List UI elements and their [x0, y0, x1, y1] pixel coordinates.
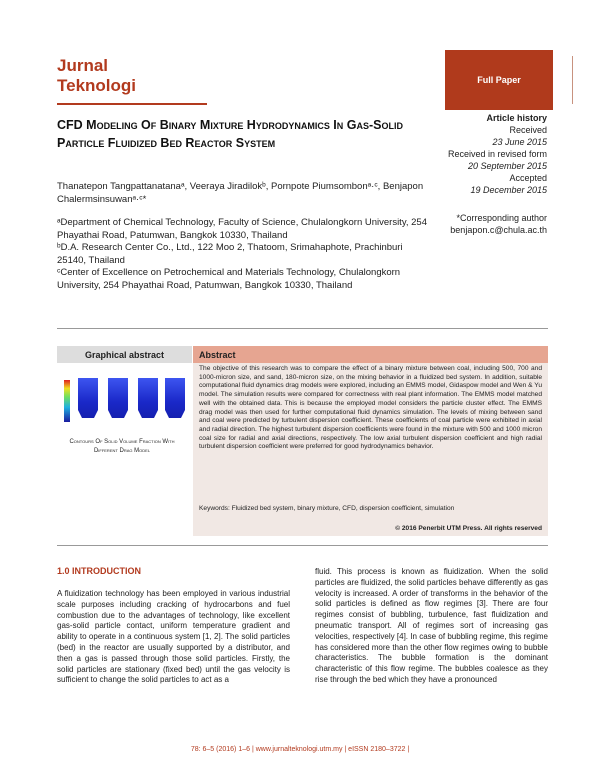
graphical-abstract-caption: Contours Of Solid Volume Fraction With Different Drag Model	[69, 439, 175, 454]
page-footer: 78: 6–5 (2016) 1–6 | www.jurnalteknologi.utm.my | eISSN 2180–3722 |	[190, 746, 410, 753]
affiliation-c: ᶜCenter of Excellence on Petrochemical and Materials Technology, Chulalongkorn University, 254 Phayathai Road, Patumwan, Bangkok 10330, Thailand	[57, 267, 401, 291]
full-paper-badge: Full Paper	[445, 50, 553, 110]
affiliation-b: ᵇD.A. Research Center Co., Ltd., 122 Moo 2, Thatoom, Srimahaphote, Prachinburi 25140, Thailand	[57, 242, 403, 266]
abstract-heading: Abstract	[193, 346, 548, 363]
journal-name	[57, 56, 136, 96]
graphical-abstract-figure	[62, 372, 187, 427]
keywords: Keywords: Fluidized bed system, binary mixture, CFD, dispersion coefficient, simulation	[199, 505, 455, 512]
revised-date: 20 September 2015	[467, 161, 547, 171]
received-date: 23 June 2015	[492, 137, 547, 147]
contour-1	[78, 378, 98, 418]
contour-2	[108, 378, 128, 418]
accepted-date: 19 December 2015	[470, 185, 547, 195]
corresponding-label: *Corresponding author	[456, 213, 547, 223]
journal-underline	[57, 103, 207, 105]
divider-top	[57, 328, 548, 329]
affiliations	[57, 217, 427, 292]
intro-column-2: fluid. This process is known as fluidization. When the solid particles are fluidized, the solid particles behave differently as gas velocity is increased. A order of transforms in the behavior of the solid particles is defined as flow regimes [3]. There are four regimes consist of bubbling, turbulence, fast fluidization and pneumatic transport. All of regimes sort of increasing gas velocities, respectively [4]. In case of bubbling regime, this regime has considered more than the other flow regimes owing to bubble characteristics. The bubble formation is the dominant characteristic of this flow regime. The bubbles coalesce as they rise through the bed which they have a pronounced	[315, 567, 548, 684]
received-label: Received	[509, 125, 547, 135]
side-divider	[572, 56, 583, 104]
intro-column-1: A fluidization technology has been employed in various industrial scale purposes including cracking of hydrocarbons and fuel combustion due to the advantages of technology, like excellent gas-solid particle contact, uniform temperature gradient and ability to operate in a continuous system [1, 2]. The solid particles (bed) in the reactor are usually supported by a distributor, and then a gas is passed through those solid particles. Firstly, the solid particles are stationary (fixed bed) until the gas velocity is sufficient to change the solid particles to act as a	[57, 589, 290, 685]
journal-name-line1: Jurnal	[57, 56, 109, 75]
paper-title: CFD Modeling Of Binary Mixture Hydrodynamics In Gas-Solid Particle Fluidized Bed Reactor System	[57, 118, 403, 150]
author-list: Thanatepon Tangpattanatanaᵃ, Veeraya Jiradilokᵇ, Pornpote Piumsombonᵃ·ᶜ, Benjapon Chalermsinsuwanᵃ·ᶜ*	[57, 181, 424, 205]
article-history	[415, 112, 547, 196]
corresponding-email[interactable]: benjapon.c@chula.ac.th	[450, 225, 547, 235]
colorbar	[64, 380, 70, 422]
section-heading-introduction: 1.0 INTRODUCTION	[57, 566, 142, 576]
contour-3	[138, 378, 158, 418]
affiliation-a: ᵃDepartment of Chemical Technology, Faculty of Science, Chulalongkorn University, 254 Phayathai Road, Patumwan, Bangkok 10330, Thailand	[57, 217, 427, 241]
journal-name-line2: Teknologi	[57, 76, 137, 95]
graphical-abstract-heading: Graphical abstract	[57, 346, 192, 363]
accepted-label: Accepted	[509, 173, 547, 183]
corresponding-author	[415, 212, 547, 236]
copyright: © 2016 Penerbit UTM Press. All rights reserved	[395, 525, 542, 532]
abstract-text: The objective of this research was to compare the effect of a binary mixture between coal, including 500, 700 and 1000-micron size, and sand, 180-micron size, on the mixing behavior in a fluidized bed system. In addition, suitable computational fluid dynamics drag models were explored, including an EMMS model, Gidaspow model and Wen & Yu model. The simulation results were compared for correctness with real plant information. The EMMS model matched well with the obtained data. This is because the employed model considers the particle cluster effect. The EMMS drag model was then used for further computational fluid dynamics simulation. The levels of mixing between sand and coal were predicted by turbulent dispersion coefficient. These coefficients of coal particle were exhibited in axial and radial direction. The highest turbulent dispersion coefficients were found in the mixture with 500 and 1000 micron coal size for radial and axial directions, respectively. The low axial turbulent dispersion coefficient and high radial turbulent dispersion coefficient were preferred for good hydrodynamics behavior.	[199, 365, 542, 451]
contour-4	[165, 378, 185, 418]
revised-label: Received in revised form	[447, 149, 547, 159]
history-label: Article history	[486, 113, 547, 123]
divider-bottom	[57, 545, 548, 546]
